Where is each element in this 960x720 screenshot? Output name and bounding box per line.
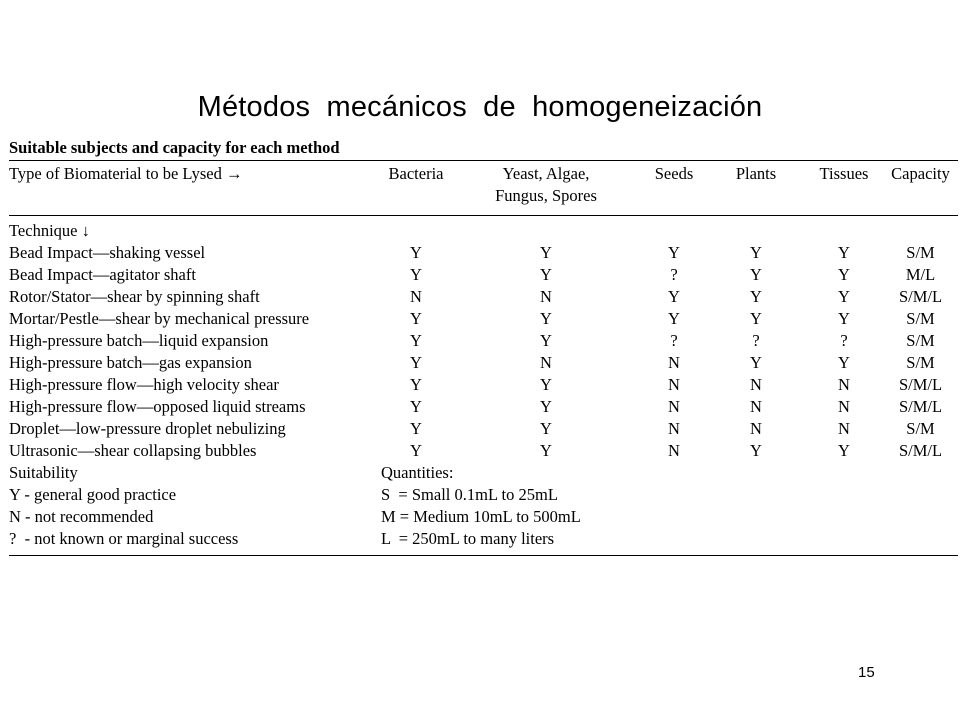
methods-table — [9, 161, 958, 215]
technique-name: Bead Impact—agitator shaft — [9, 265, 196, 284]
table-row — [9, 440, 958, 462]
capacity-cell: S/M — [906, 353, 935, 372]
header-yeast-line2: Fungus, Spores — [495, 186, 597, 205]
page-number: 15 — [858, 664, 875, 681]
header-biomaterial: Type of Biomaterial to be Lysed → — [9, 164, 243, 183]
capacity-cell: S/M/L — [898, 375, 943, 394]
yeast-cell: Y — [540, 375, 552, 394]
plants-cell: Y — [750, 243, 762, 262]
plants-cell: N — [750, 397, 762, 416]
seeds-cell: Y — [668, 243, 680, 262]
technique-name: Mortar/Pestle—shear by mechanical pressure — [9, 309, 310, 328]
technique-name: High-pressure batch—liquid expansion — [9, 331, 269, 350]
bacteria-cell: Y — [410, 265, 422, 284]
table-row — [9, 396, 958, 418]
tissues-cell: N — [838, 419, 850, 438]
seeds-cell: Y — [668, 287, 680, 306]
yeast-cell: Y — [540, 309, 552, 328]
legend-row — [9, 462, 958, 484]
capacity-cell: S/M — [906, 309, 935, 328]
capacity-cell: M/L — [905, 265, 936, 284]
plants-cell: ? — [752, 331, 760, 350]
yeast-cell: N — [540, 353, 552, 372]
bacteria-cell: Y — [410, 419, 422, 438]
tissues-cell: Y — [838, 265, 850, 284]
technique-label: Technique ↓ — [9, 221, 90, 240]
yeast-cell: Y — [540, 331, 552, 350]
bacteria-cell: Y — [410, 243, 422, 262]
header-row — [9, 161, 958, 215]
capacity-cell: S/M/L — [898, 287, 943, 306]
slide-title: Métodos mecánicos de homogeneización — [197, 91, 763, 123]
suitability-item: Y - general good practice — [9, 485, 177, 504]
capacity-cell: S/M/L — [898, 441, 943, 460]
seeds-cell: N — [668, 441, 680, 460]
seeds-cell: N — [668, 419, 680, 438]
legend-row — [9, 528, 958, 550]
seeds-cell: N — [668, 353, 680, 372]
bacteria-cell: Y — [410, 397, 422, 416]
tissues-cell: Y — [838, 353, 850, 372]
legend-row — [9, 484, 958, 506]
table-row — [9, 330, 958, 352]
seeds-cell: ? — [670, 331, 678, 350]
bottom-rule — [9, 555, 958, 556]
table-row — [9, 418, 958, 440]
header-yeast — [451, 161, 641, 215]
suitability-title: Suitability — [9, 463, 78, 482]
quantity-item: L = 250mL to many liters — [381, 529, 555, 548]
capacity-cell: S/M — [906, 419, 935, 438]
seeds-cell: ? — [670, 265, 678, 284]
seeds-cell: Y — [668, 309, 680, 328]
technique-name: Droplet—low-pressure droplet nebulizing — [9, 419, 286, 438]
seeds-cell: N — [668, 375, 680, 394]
table-row — [9, 308, 958, 330]
quantities-title: Quantities: — [381, 463, 454, 482]
quantity-item: S = Small 0.1mL to 25mL — [381, 485, 558, 504]
bacteria-cell: Y — [410, 309, 422, 328]
technique-name: High-pressure batch—gas expansion — [9, 353, 252, 372]
table-row — [9, 352, 958, 374]
tissues-cell: N — [838, 375, 850, 394]
plants-cell: Y — [750, 309, 762, 328]
tissues-cell: N — [838, 397, 850, 416]
bacteria-cell: Y — [410, 331, 422, 350]
technique-name: Ultrasonic—shear collapsing bubbles — [9, 441, 257, 460]
capacity-cell: S/M — [906, 331, 935, 350]
table-caption: Suitable subjects and capacity for each method — [9, 138, 340, 157]
bacteria-cell: Y — [410, 375, 422, 394]
tissues-cell: Y — [838, 243, 850, 262]
bacteria-cell: N — [410, 287, 422, 306]
tissues-cell: Y — [838, 441, 850, 460]
bacteria-cell: Y — [410, 353, 422, 372]
table-row — [9, 242, 958, 264]
suitability-item: ? - not known or marginal success — [9, 529, 239, 548]
capacity-cell: S/M/L — [898, 397, 943, 416]
bacteria-cell: Y — [410, 441, 422, 460]
header-seeds: Seeds — [654, 164, 694, 183]
header-rule — [9, 215, 958, 216]
technique-label-row — [9, 220, 958, 242]
lysis-methods-table-block — [9, 137, 958, 556]
technique-name: Rotor/Stator—shear by spinning shaft — [9, 287, 260, 306]
technique-name: High-pressure flow—opposed liquid streams — [9, 397, 306, 416]
tissues-cell: Y — [838, 309, 850, 328]
technique-name: Bead Impact—shaking vessel — [9, 243, 206, 262]
table-row — [9, 374, 958, 396]
methods-table-body — [9, 220, 958, 550]
technique-name: High-pressure flow—high velocity shear — [9, 375, 279, 394]
plants-cell: N — [750, 419, 762, 438]
header-bacteria: Bacteria — [388, 164, 444, 183]
header-tissues: Tissues — [819, 164, 869, 183]
yeast-cell: Y — [540, 265, 552, 284]
seeds-cell: N — [668, 397, 680, 416]
header-plants: Plants — [735, 164, 777, 183]
plants-cell: Y — [750, 265, 762, 284]
legend-row — [9, 506, 958, 528]
suitability-item: N - not recommended — [9, 507, 154, 526]
yeast-cell: Y — [540, 243, 552, 262]
capacity-cell: S/M — [906, 243, 935, 262]
yeast-cell: Y — [540, 441, 552, 460]
yeast-cell: N — [540, 287, 552, 306]
plants-cell: Y — [750, 441, 762, 460]
plants-cell: Y — [750, 353, 762, 372]
plants-cell: Y — [750, 287, 762, 306]
quantity-item: M = Medium 10mL to 500mL — [381, 507, 581, 526]
header-yeast-line1: Yeast, Algae, — [502, 164, 590, 183]
table-row — [9, 264, 958, 286]
header-capacity: Capacity — [891, 164, 950, 183]
tissues-cell: ? — [840, 331, 848, 350]
tissues-cell: Y — [838, 287, 850, 306]
plants-cell: N — [750, 375, 762, 394]
yeast-cell: Y — [540, 419, 552, 438]
table-row — [9, 286, 958, 308]
yeast-cell: Y — [540, 397, 552, 416]
